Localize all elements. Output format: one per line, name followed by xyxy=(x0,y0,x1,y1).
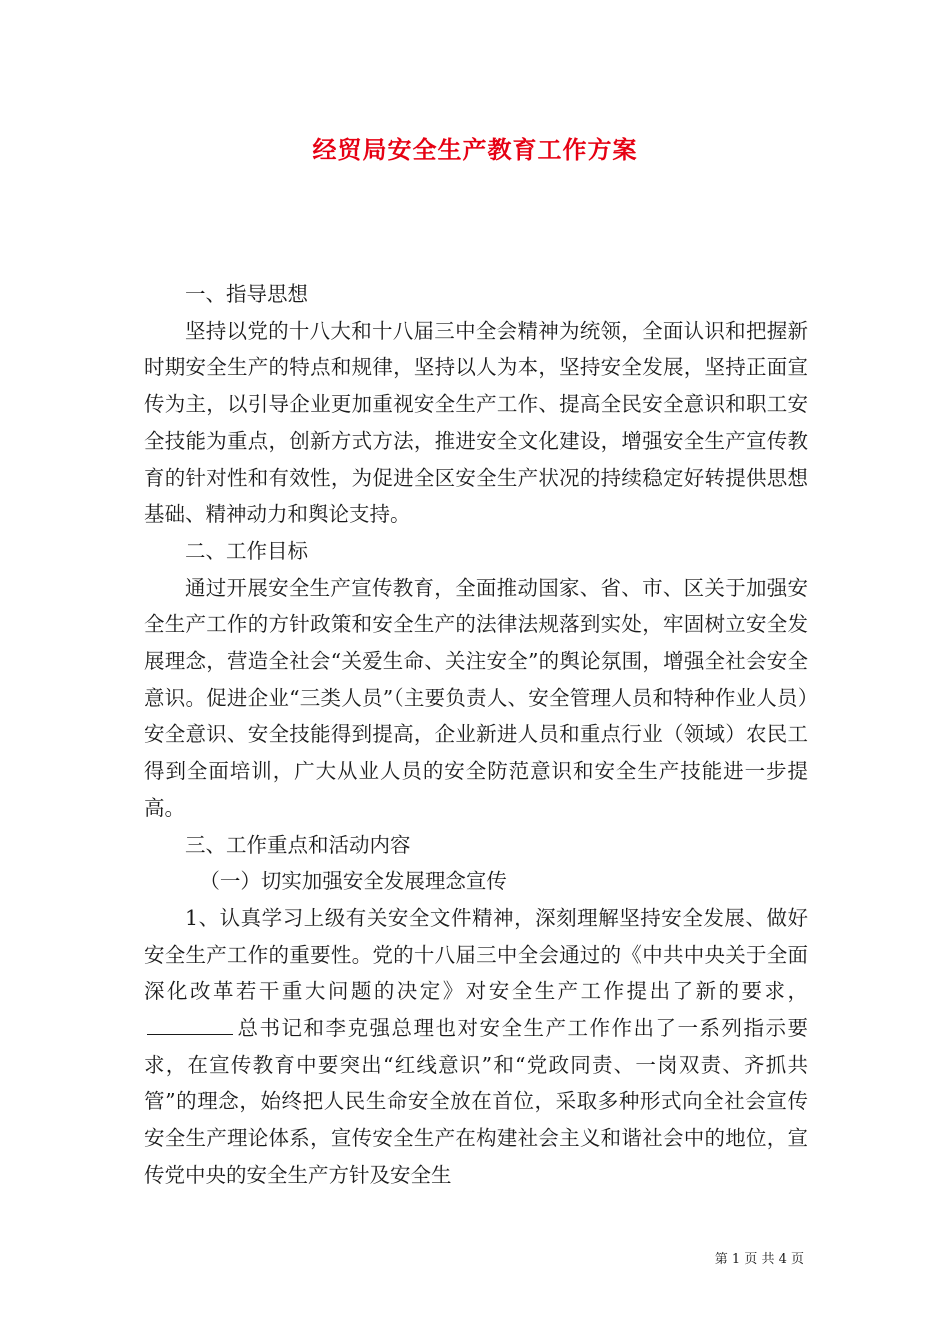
subsection-heading-safety-concept: （一）切实加强安全发展理念宣传 xyxy=(199,869,507,894)
section-heading-key-work: 三、工作重点和活动内容 xyxy=(185,832,411,857)
document-title: 经贸局安全生产教育工作方案 xyxy=(312,135,638,164)
section-heading-work-goals: 二、工作目标 xyxy=(185,538,308,563)
paragraph-item-1-part-b: 总书记和李克强总理也对安全生产工作作出了一系列指示要求，在宣传教育中要突出“红线意识”和“党政同责、一岗双责、齐抓共管”的理念，始终把人民生命安全放在首位，采取多种形式向全社会宣传安全生产理论体系，宣传安全生产在构建社会主义和谐社会中的地位，宣传党中央的安全生产方针及安全生 xyxy=(144,1016,808,1187)
blank-underline xyxy=(147,1014,233,1035)
section-heading-guiding-ideology: 一、指导思想 xyxy=(185,282,308,306)
paragraph-item-1-part-a: 1、认真学习上级有关安全文件精神，深刻理解坚持安全发展、做好安全生产工作的重要性。党的十八届三中全会通过的《中共中央关于全面深化改革若干重大问题的决定》对安全生产工作提出了新的要求， xyxy=(144,905,808,1004)
paragraph-work-goals: 通过开展安全生产宣传教育，全面推动国家、省、市、区关于加强安全生产工作的方针政策和安全生产的法律法规落到实处，牢固树立安全发展理念，营造全社会“关爱生命、关注安全”的舆论氛围，增强全社会安全意识。促进企业“三类人员”（主要负责人、安全管理人员和特种作业人员）安全意识、安全技能得到提高，企业新进人员和重点行业（领域）农民工得到全面培训，广大从业人员的安全防范意识和安全生产技能进一步提高。 xyxy=(144,575,808,820)
page-footer: 第 1 页 共 4 页 xyxy=(714,1252,804,1267)
document-body xyxy=(144,276,808,1194)
paragraph-item-1 xyxy=(144,900,808,1194)
paragraph-guiding-ideology: 坚持以党的十八大和十八届三中全会精神为统领，全面认识和把握新时期安全生产的特点和规律，坚持以人为本，坚持安全发展，坚持正面宣传为主，以引导企业更加重视安全生产工作、提高全民安全意识和职工安全技能为重点，创新方式方法，推进安全文化建设，增强安全生产宣传教育的针对性和有效性，为促进全区安全生产状况的持续稳定好转提供思想基础、精神动力和舆论支持。 xyxy=(144,318,808,527)
